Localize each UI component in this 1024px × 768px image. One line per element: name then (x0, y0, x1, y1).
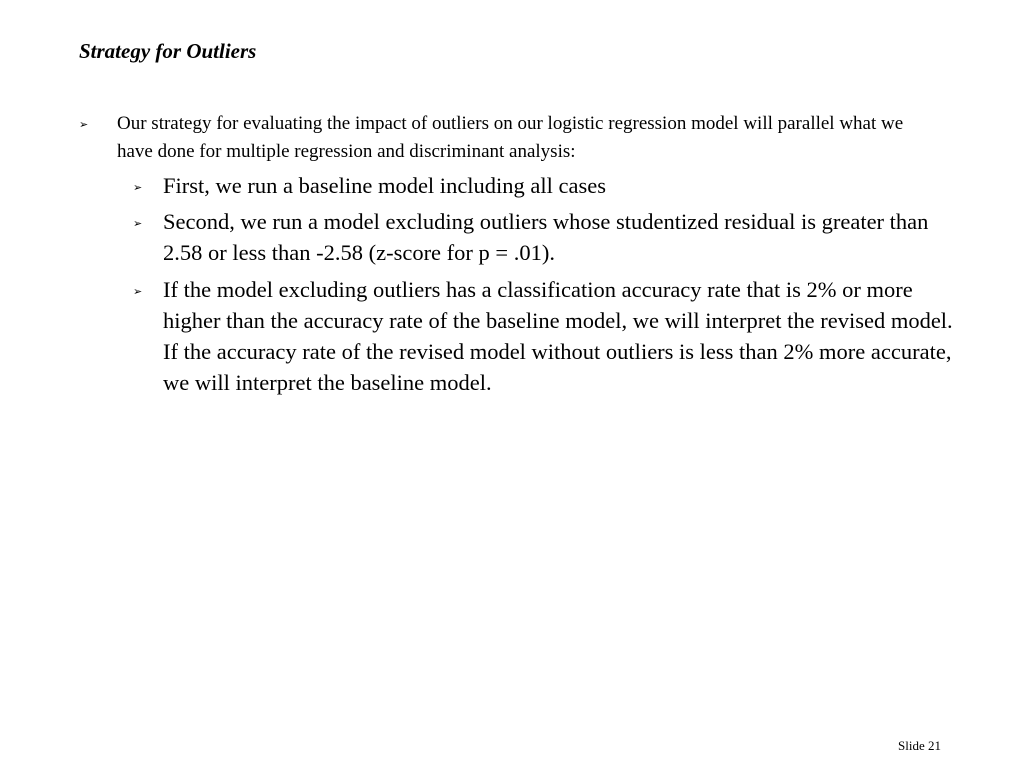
arrowhead-bullet-icon: ➢ (79, 118, 89, 131)
sub-bullet-text: Second, we run a model excluding outliers whose studentized residual is greater than 2.58 or less than -2.58 (z-score for p = .01). (163, 209, 929, 265)
slide-title: Strategy for Outliers (79, 39, 257, 63)
main-bullet-text: Our strategy for evaluating the impact of outliers on our logistic regression model will parallel what we have done for multiple regression and discriminant analysis: (117, 113, 904, 162)
sub-bullet-text: First, we run a baseline model including all cases (163, 173, 607, 198)
arrowhead-bullet-icon: ➢ (133, 285, 143, 298)
slide-number: Slide 21 (898, 738, 941, 753)
sub-bullet-text: If the model excluding outliers has a classification accuracy rate that is 2% or more higher than the accuracy rate of the baseline model, we will interpret the revised model. If the accuracy rate of the revised model without outliers is less than 2% more accurate, we will interpret the baseline model. (163, 277, 953, 395)
arrowhead-bullet-icon: ➢ (133, 217, 143, 230)
arrowhead-bullet-icon: ➢ (133, 181, 143, 194)
